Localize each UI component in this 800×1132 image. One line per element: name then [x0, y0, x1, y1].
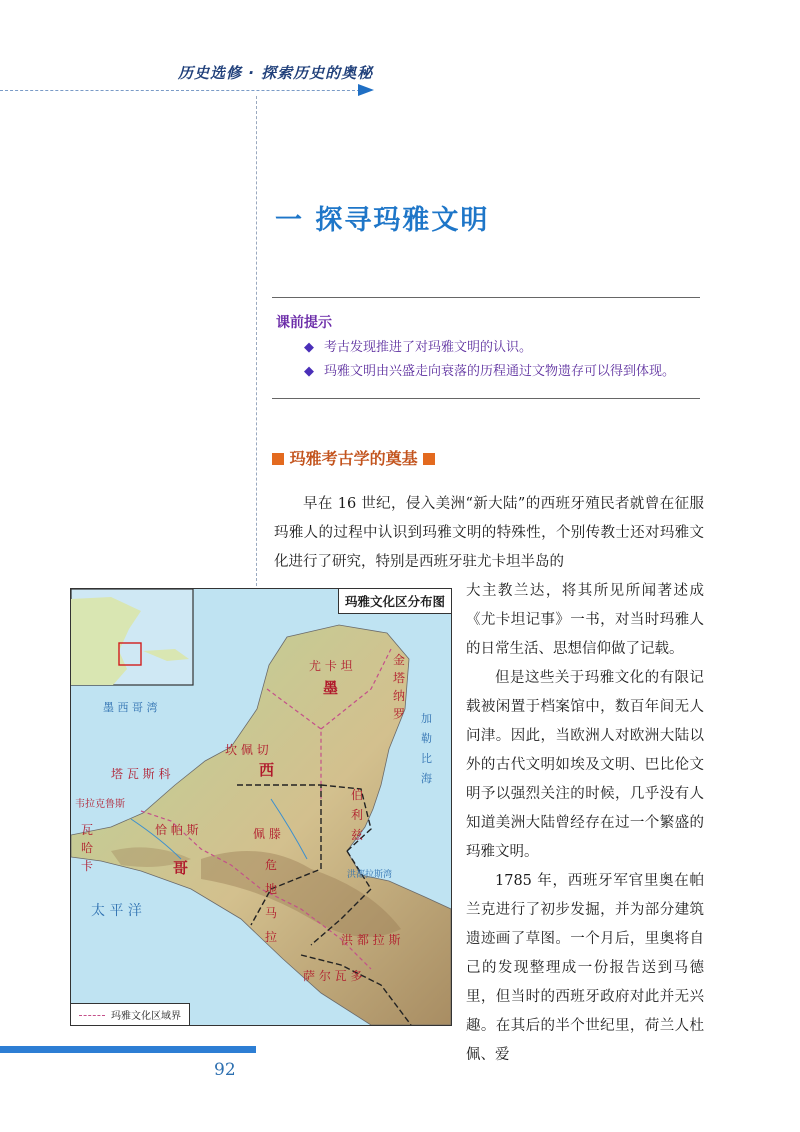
label-el-salvador: 萨 尔 瓦 多 [303, 969, 363, 983]
label-veracruz: 韦拉克鲁斯 [75, 799, 125, 810]
pre-class-hints [272, 297, 700, 399]
label-chiapas: 恰 帕 斯 [155, 823, 199, 837]
section-title: 一 探寻玛雅文明 [275, 205, 490, 236]
label-mexico-xi: 西 [259, 761, 275, 779]
body-column [466, 577, 704, 1070]
footer-bar [0, 1046, 256, 1053]
label-belize: 伯 利 兹 [351, 788, 364, 842]
label-caribbean-sea: 加 勒 比 海 [421, 712, 432, 785]
square-marker-icon [272, 453, 284, 465]
running-header: 历史选修 · 探索历史的奥秘 [178, 64, 374, 82]
diamond-bullet-icon: ◆ [304, 364, 314, 379]
hint-item: ◆ 考古发现推进了对玛雅文明的认识。 [304, 340, 533, 355]
map-legend: 玛雅文化区域界 [71, 1003, 190, 1025]
square-marker-icon [423, 453, 435, 465]
hints-title: 课前提示 [276, 315, 332, 331]
map-title: 玛雅文化区分布图 [338, 589, 451, 614]
label-campeche: 坎 佩 切 [225, 743, 269, 757]
body-paragraph-3: 1785 年，西班牙军官里奥在帕兰克进行了初步发掘，并为部分建筑遗迹画了草图。一个月后，里奥将自己的发现整理成一份报告送到马德里，但当时的西班牙政府对此并无兴趣。在其后的半个世纪里，荷兰人杜佩、爱 [466, 873, 704, 1063]
label-mexico-ge: 哥 [173, 859, 189, 877]
label-gulf-of-honduras: 洪都拉斯湾 [347, 870, 393, 880]
subsection-heading: 玛雅考古学的奠基 [272, 446, 435, 469]
dashed-line-icon [79, 1015, 105, 1016]
body-paragraph-1-continued: 大主教兰达，将其所见所闻著述成《尤卡坦记事》一书，对当时玛雅人的日常生活、思想信仰做了记载。 [466, 583, 704, 657]
label-tabasco: 塔 瓦 斯 科 [111, 767, 171, 781]
arrow-icon [358, 84, 374, 96]
maya-culture-map [70, 588, 452, 1026]
label-peten: 佩 滕 [253, 827, 281, 841]
diamond-bullet-icon: ◆ [304, 340, 314, 355]
label-quintana-roo: 金 塔 纳 罗 [393, 653, 406, 721]
body-paragraph-1: 早在 16 世纪，侵入美洲“新大陆”的西班牙殖民者就曾在征服玛雅人的过程中认识到玛雅文明的特殊性，个别传教士还对玛雅文化进行了研究，特别是西班牙驻尤卡坦半岛的 [274, 496, 704, 570]
label-honduras: 洪 都 拉 斯 [341, 933, 401, 947]
label-pacific-ocean: 太 平 洋 [91, 903, 142, 919]
vertical-divider [256, 96, 257, 586]
label-mexico-mo: 墨 [323, 679, 339, 697]
body-paragraph-2: 但是这些关于玛雅文化的有限记载被闲置于档案馆中，数百年间无人问津。因此，当欧洲人对欧洲大陆以外的古代文明如埃及文明、巴比伦文明予以强烈关注的时候，几乎没有人知道美洲大陆曾经存在过一个繁盛的玛雅文明。 [466, 670, 704, 860]
label-oaxaca: 瓦 哈 卡 [81, 823, 94, 873]
page-number: 92 [214, 1060, 236, 1080]
label-guatemala: 危 地 马 拉 [265, 858, 278, 944]
label-gulf-of-mexico: 墨 西 哥 湾 [103, 701, 158, 714]
label-yucatan: 尤 卡 坦 [309, 659, 353, 673]
hint-item: ◆ 玛雅文明由兴盛走向衰落的历程通过文物遗存可以得到体现。 [304, 364, 676, 379]
header-rule [0, 90, 360, 91]
